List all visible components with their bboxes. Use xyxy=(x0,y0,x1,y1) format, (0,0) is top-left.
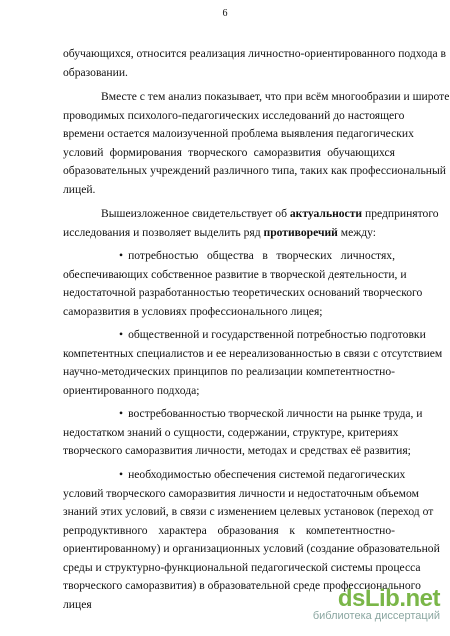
text-line: недостатком знаний о сущности, содержании, структуре, критериях xyxy=(63,426,399,439)
text-line: времени остается малоизученной проблема выявления педагогических xyxy=(63,127,414,140)
bullet-icon: • xyxy=(119,468,124,481)
text-line: знаний этих условий, в связи с изменением целевых установок (переход от xyxy=(63,505,434,518)
text-line: условий формирования творческого саморазвития обучающихся xyxy=(63,146,395,159)
page-number: 6 xyxy=(222,8,228,19)
text-line: творческого саморазвития) в образовательной среде профессионального xyxy=(63,579,421,592)
text-line: Вышеизложенное свидетельствует об актуальности предпринятого xyxy=(101,207,439,220)
text-line: среды и структурно-функциональной педагогической системы процесса xyxy=(63,561,421,574)
text-line: исследования и позволяет выделить ряд противоречий между: xyxy=(63,226,377,239)
text-line: ориентированного подхода; xyxy=(63,384,200,397)
text-line: образовании. xyxy=(63,66,128,79)
bullet-icon: • xyxy=(119,249,124,262)
logo-text[interactable]: dsLib.net xyxy=(337,585,440,612)
bullet-icon: • xyxy=(119,328,124,341)
text-line: обеспечивающих собственное развитие в творческой деятельности, и xyxy=(63,268,407,281)
list-item: • потребностью общества в творческих личностях, xyxy=(119,249,395,262)
logo-tagline: библиотека диссертаций xyxy=(312,610,440,622)
text-line: Вместе с тем анализ показывает, что при всём многообразии и широте xyxy=(101,90,450,103)
bullet-icon: • xyxy=(119,407,124,420)
list-item: • востребованностью творческой личности на рынке труда, и xyxy=(119,407,423,420)
text-line: образовательных учреждений различного типа, таких как профессиональный xyxy=(63,164,446,177)
emphasis-term: противоречий xyxy=(263,226,338,239)
text-line: компетентных специалистов и ее нереализованностью в связи с отсутствием xyxy=(63,347,443,360)
site-logo[interactable] xyxy=(313,585,440,622)
text-line: репродуктивного характера образования к компетентностно- xyxy=(63,524,395,537)
text-line: лицей. xyxy=(63,183,96,196)
text-line: творческого саморазвития личности, методах и средствах её развития; xyxy=(63,444,411,457)
text-line: проводимых психолого-педагогических исследований до настоящего xyxy=(63,109,405,122)
text-line: лицея xyxy=(63,598,92,611)
text-line: обучающихся, относится реализация личностно-ориентированного подхода в xyxy=(63,47,447,60)
emphasis-term: актуальности xyxy=(289,207,363,220)
text-line: научно-методических принципов по реализации компетентностно- xyxy=(63,365,395,378)
text-line: условий творческого саморазвития личности и недостаточным объемом xyxy=(63,487,419,500)
list-item: • необходимостью обеспечения системой педагогических xyxy=(119,468,406,481)
text-line: ориентированному) и организационных условий (создание образовательной xyxy=(63,542,440,555)
list-item: • общественной и государственной потребностью подготовки xyxy=(119,328,426,341)
text-line: недостаточной разработанностью теоретических оснований творческого xyxy=(63,286,423,299)
text-line: саморазвития в условиях профессионального лицея; xyxy=(63,305,323,318)
